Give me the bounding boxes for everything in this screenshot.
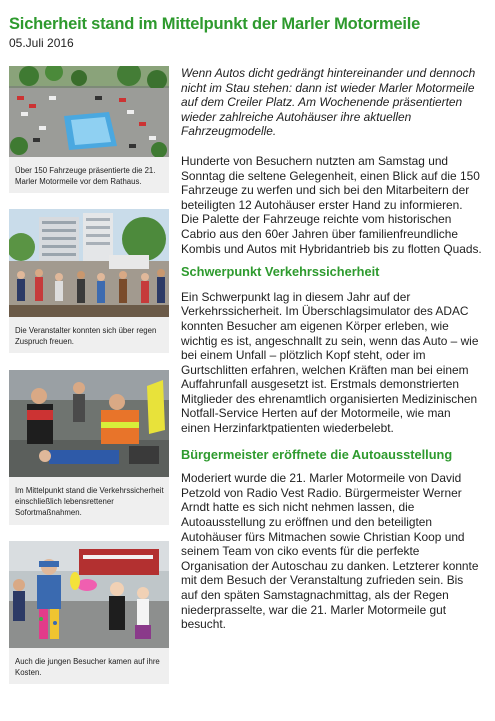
photo-caption: Auch die jungen Besucher kamen auf ihre Kosten. — [9, 648, 169, 684]
article-date: 05.Juli 2016 — [9, 36, 74, 50]
article-paragraph: Hunderte von Besuchern nutzten am Samstag und Sonntag die seltene Gelegenheit, einen Blick auf die 150 Fahrzeuge zu werfen und sich bei den Mitarbeitern der beteiligten 12 Autohäuser erster Hand zu informieren. Die Palette der Fahrzeuge reichte vom historischen Cabrio aus den 60er Jahren über familienfreundliche Kombis und Autos mit Hybridantrieb bis zu flotten Quads. — [181, 153, 482, 256]
photo-caption: Im Mittelpunkt stand die Verkehrssicherheit einschließlich lebensrettener Sofortmaßnahmen. — [9, 477, 169, 525]
article-body — [181, 66, 483, 632]
article-paragraph: Ein Schwerpunkt lag in diesem Jahr auf der Verkehrssicherheit. Im Überschlagsimulator des ADAC konnten Besucher am eigenen Körper erleben, wie wichtig es ist, angeschnallt zu sein, wenn das Auto – wie bei einem Unfall – plötzlich Kopf steht, oder im Gurtschlitten erfahren, welchen Kräften man bei einem Auffahrunfall ausgesetzt ist. Erstmals demonstrierten Mitglieder des ehrenamtlich organisierten Medizinischen Notfall-Service Herten auf der Motormeile, wie man einen Herzinfarktpatienten wiederbelebt. — [181, 289, 479, 436]
photo-clown-children[interactable] — [9, 541, 169, 648]
article-lead: Wenn Autos dicht gedrängt hintereinander und dennoch nicht im Stau stehen: dann ist wieder Marler Motormeile auf dem Creiler Platz. Am Wochenende präsentierten wieder zahlreiche Autohäuser ihre aktuellen Fahrzeugmodelle. — [181, 66, 476, 139]
photo-caption: Die Veranstalter konnten sich über regen Zuspruch freuen. — [9, 317, 169, 353]
section-heading: Bürgermeister eröffnete die Autoausstellung — [181, 446, 453, 462]
article-paragraph: Moderiert wurde die 21. Marler Motormeile von David Petzold von Radio Vest Radio. Bürgermeister Werner Arndt hatte es sich nicht nehmen lassen, die Autoausstellung zu eröffnen und den beteiligten Autohäuser fürs Mitmachen sowie Christian Koop und seinem Team von ciko events für die perfekte Organisation der Autoschau zu danken. Letzterer konnte mit dem Besuch der Veranstaltung zufrieden sein. Bis auf den späten Samstagnachmittag, als der Regen niederprasselte, war die 21. Marler Motormeile gut besucht. — [181, 471, 479, 632]
photo-aerial-car-show[interactable] — [9, 66, 169, 157]
photo-crowd-buildings[interactable] — [9, 209, 169, 317]
photo-first-aid-demo[interactable] — [9, 370, 169, 477]
section-heading: Schwerpunkt Verkehrssicherheit — [181, 264, 380, 280]
article-title: Sicherheit stand im Mittelpunkt der Marler Motormeile — [9, 15, 421, 34]
photo-caption: Über 150 Fahrzeuge präsentierte die 21. Marler Motormeile vor dem Rathaus. — [9, 157, 169, 193]
photo-column — [9, 66, 169, 684]
